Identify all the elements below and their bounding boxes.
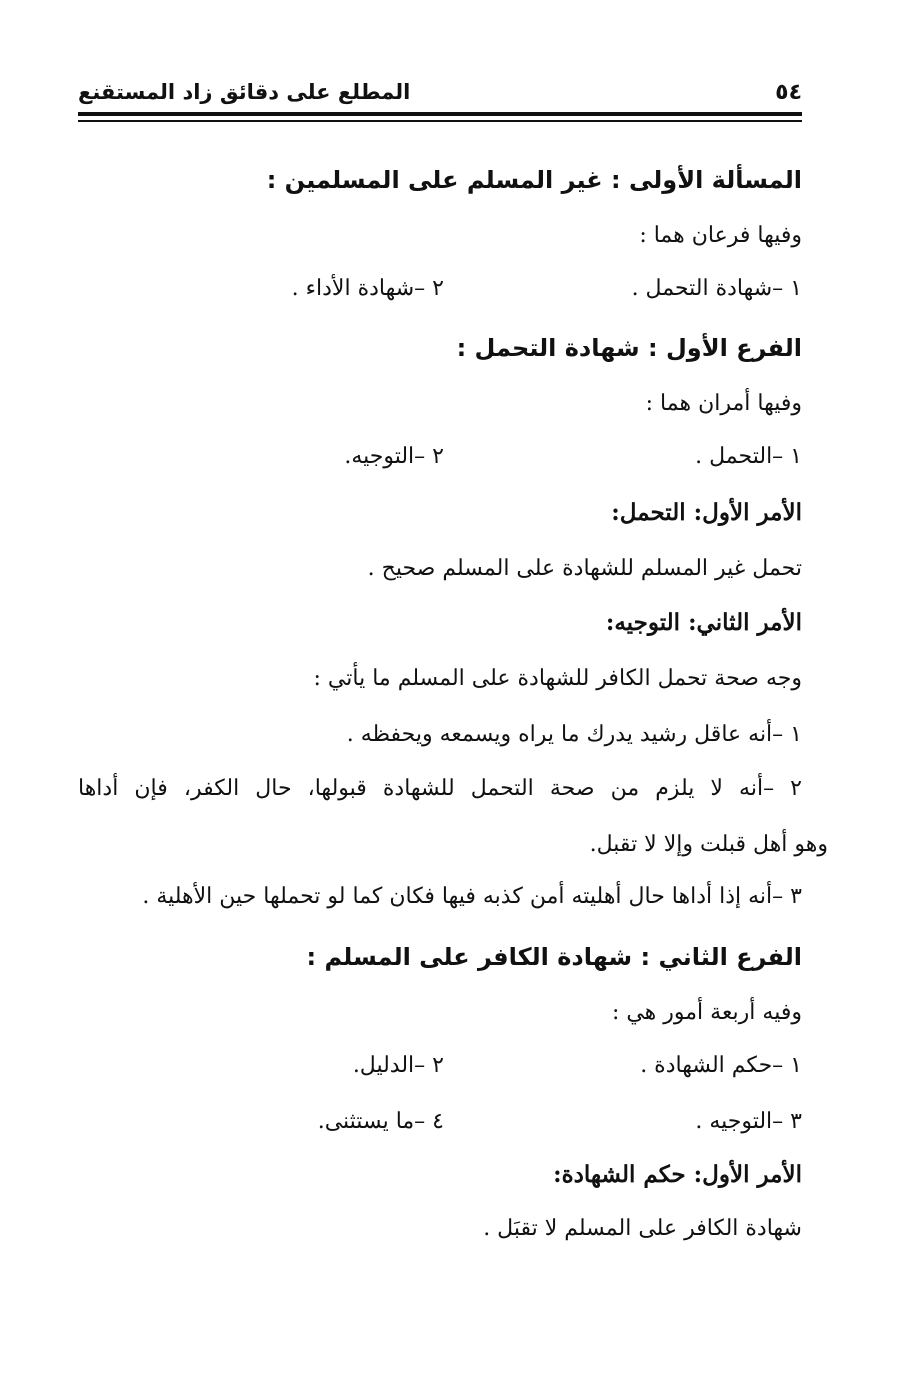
header-rule-thick: [78, 112, 802, 116]
branch2-items-row-2: [78, 1106, 802, 1138]
branch2-item-3: ٣ –التوجيه .: [695, 1109, 802, 1134]
matter1-heading: الأمر الأول: التحمل:: [611, 499, 802, 526]
branch2-item-4: ٤ –ما يستثنى.: [317, 1109, 444, 1134]
issue1-items: [78, 273, 802, 305]
branch2-items-row-1: [78, 1050, 802, 1082]
matter1-text: تحمل غير المسلم للشهادة على المسلم صحيح .: [367, 556, 802, 581]
branch1-intro: وفيها أمران هما :: [645, 391, 802, 416]
branch2-item-2: ٢ –الدليل.: [352, 1053, 444, 1078]
branch1-item-2: ٢ –التوجيه.: [344, 444, 444, 469]
b2-matter1-text: شهادة الكافر على المسلم لا تقبَل .: [483, 1216, 802, 1241]
matter2-point-1: ١ –أنه عاقل رشيد يدرك ما يراه ويسمعه ويحفظه .: [346, 722, 802, 747]
matter2-point-3: ٣ –أنه إذا أداها حال أهليته أمن كذبه فيها فكان كما لو تحملها حين الأهلية .: [142, 884, 802, 909]
b2-matter1-heading: الأمر الأول: حكم الشهادة:: [553, 1161, 802, 1188]
issue1-intro: وفيها فرعان هما :: [639, 223, 802, 248]
matter2-intro: وجه صحة تحمل الكافر للشهادة على المسلم ما يأتي :: [313, 666, 802, 691]
page-header: [78, 78, 802, 108]
running-title: المطلع على دقائق زاد المستقنع: [78, 80, 411, 104]
header-rule-thin: [78, 120, 802, 122]
branch2-item-1: ١ –حكم الشهادة .: [640, 1053, 802, 1078]
branch1-item-1: ١ –التحمل .: [695, 444, 802, 469]
issue1-heading: المسألة الأولى : غير المسلم على المسلمين :: [266, 166, 802, 194]
branch2-heading: الفرع الثاني : شهادة الكافر على المسلم :: [306, 943, 802, 971]
branch1-heading: الفرع الأول : شهادة التحمل :: [456, 334, 802, 362]
page-number: ٥٤: [775, 80, 802, 105]
branch2-intro: وفيه أربعة أمور هي :: [611, 1000, 802, 1025]
matter2-point-2-line-1: ٢ –أنه لا يلزم من صحة التحمل للشهادة قبولها، حال الكفر، فإن أداها: [78, 776, 802, 801]
matter2-point-2-line-2: وهو أهل قبلت وإلا لا تقبل.: [589, 832, 828, 857]
issue1-item-1: ١ –شهادة التحمل .: [631, 276, 802, 301]
issue1-item-2: ٢ –شهادة الأداء .: [291, 276, 444, 301]
branch1-items: [78, 441, 802, 473]
matter2-heading: الأمر الثاني: التوجيه:: [605, 609, 802, 636]
